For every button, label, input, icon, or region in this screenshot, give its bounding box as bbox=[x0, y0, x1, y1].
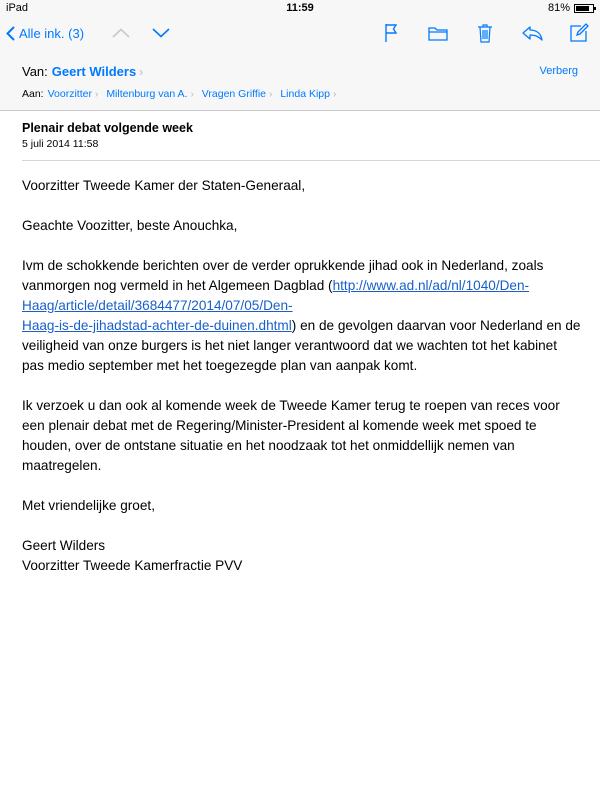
body-text: Ivm de schokkende berichten over de verder oprukkende jihad ook in Nederland, zoals vanmorgen nog vermeld in het Algemeen Dagblad ( bbox=[22, 258, 544, 293]
signature-title: Voorzitter Tweede Kamerfractie PVV bbox=[22, 558, 243, 573]
chevron-up-icon bbox=[112, 28, 130, 38]
recipient[interactable] bbox=[280, 88, 336, 100]
body-closing: Met vriendelijke groet, bbox=[22, 498, 155, 513]
carrier-label: iPad bbox=[6, 2, 29, 14]
chevron-left-icon bbox=[6, 26, 15, 41]
mail-toolbar bbox=[0, 18, 600, 49]
previous-message-button[interactable] bbox=[110, 22, 132, 44]
recipient-name: Miltenburg van A. bbox=[106, 88, 188, 100]
recipient-name: Vragen Griffie bbox=[201, 88, 266, 100]
body-paragraph-2: Ik verzoek u dan ook al komende week de Tweede Kamer terug te roepen van reces voor een plenair debat met de Regering/Minister-President al komende week met spoed te houden, over de ontstane situatie en het noodzaak tot het onmiddellijk nemen van maatregelen. bbox=[22, 398, 560, 473]
reply-icon bbox=[521, 25, 543, 41]
signature bbox=[22, 536, 582, 576]
battery-indicator bbox=[548, 2, 594, 14]
recipient-name: Voorzitter bbox=[47, 88, 92, 100]
reply-button[interactable] bbox=[521, 22, 543, 44]
chevron-right-icon: › bbox=[94, 88, 99, 100]
hide-details-button[interactable]: Verberg bbox=[539, 65, 578, 77]
divider bbox=[22, 160, 600, 161]
recipient-name: Linda Kipp bbox=[280, 88, 330, 100]
to-label: Aan: bbox=[22, 88, 44, 100]
clock: 11:59 bbox=[286, 2, 314, 14]
signature-name: Geert Wilders bbox=[22, 538, 106, 553]
move-to-folder-button[interactable] bbox=[427, 22, 449, 44]
link-text: Haag-is-de-jihadstad-achter-de-duinen.dhtml bbox=[22, 318, 292, 333]
to-row bbox=[22, 88, 344, 100]
battery-percent: 81% bbox=[547, 2, 570, 14]
chevron-right-icon: › bbox=[139, 64, 144, 79]
folder-icon bbox=[428, 25, 448, 41]
body-text: ) en de gevolgen daarvan voor Nederland en de veiligheid van onze burgers is het niet langer verantwoord dat we wachten tot het kabinet pas medio september met het toegezegde plan van aanpak komt. bbox=[22, 318, 581, 373]
from-row bbox=[22, 64, 143, 79]
back-to-inbox-button[interactable] bbox=[6, 26, 84, 41]
message-subject: Plenair debat volgende week bbox=[22, 121, 193, 135]
body-paragraph-1 bbox=[22, 256, 582, 376]
body-greeting-line: Voorzitter Tweede Kamer der Staten-Generaal, bbox=[22, 178, 306, 193]
chevron-right-icon: › bbox=[332, 88, 337, 100]
delete-button[interactable] bbox=[474, 22, 496, 44]
chevron-down-icon bbox=[152, 28, 170, 38]
flag-icon bbox=[384, 23, 398, 43]
link-text: http://www.ad.nl/ad/nl/1040/Den-Haag/article/detail/3684477/2014/07/05/Den- bbox=[22, 278, 530, 313]
next-message-button[interactable] bbox=[150, 22, 172, 44]
trash-icon bbox=[477, 23, 493, 43]
battery-icon bbox=[574, 4, 594, 13]
message-header bbox=[0, 48, 600, 111]
recipient[interactable] bbox=[48, 88, 99, 100]
body-salutation: Geachte Voozitter, beste Anouchka, bbox=[22, 218, 238, 233]
recipient[interactable] bbox=[106, 88, 193, 100]
compose-button[interactable] bbox=[568, 22, 590, 44]
sender-name[interactable]: Geert Wilders bbox=[51, 64, 137, 79]
message-body bbox=[22, 176, 582, 576]
compose-icon bbox=[569, 23, 589, 43]
recipient[interactable] bbox=[202, 88, 273, 100]
chevron-right-icon: › bbox=[269, 88, 273, 100]
chevron-right-icon: › bbox=[190, 88, 194, 100]
flag-button[interactable] bbox=[380, 22, 402, 44]
status-bar bbox=[0, 0, 600, 18]
from-label: Van: bbox=[22, 64, 48, 79]
subject-block bbox=[22, 121, 193, 150]
message-date: 5 juli 2014 11:58 bbox=[22, 138, 99, 150]
back-button-label: Alle ink. (3) bbox=[19, 25, 85, 41]
